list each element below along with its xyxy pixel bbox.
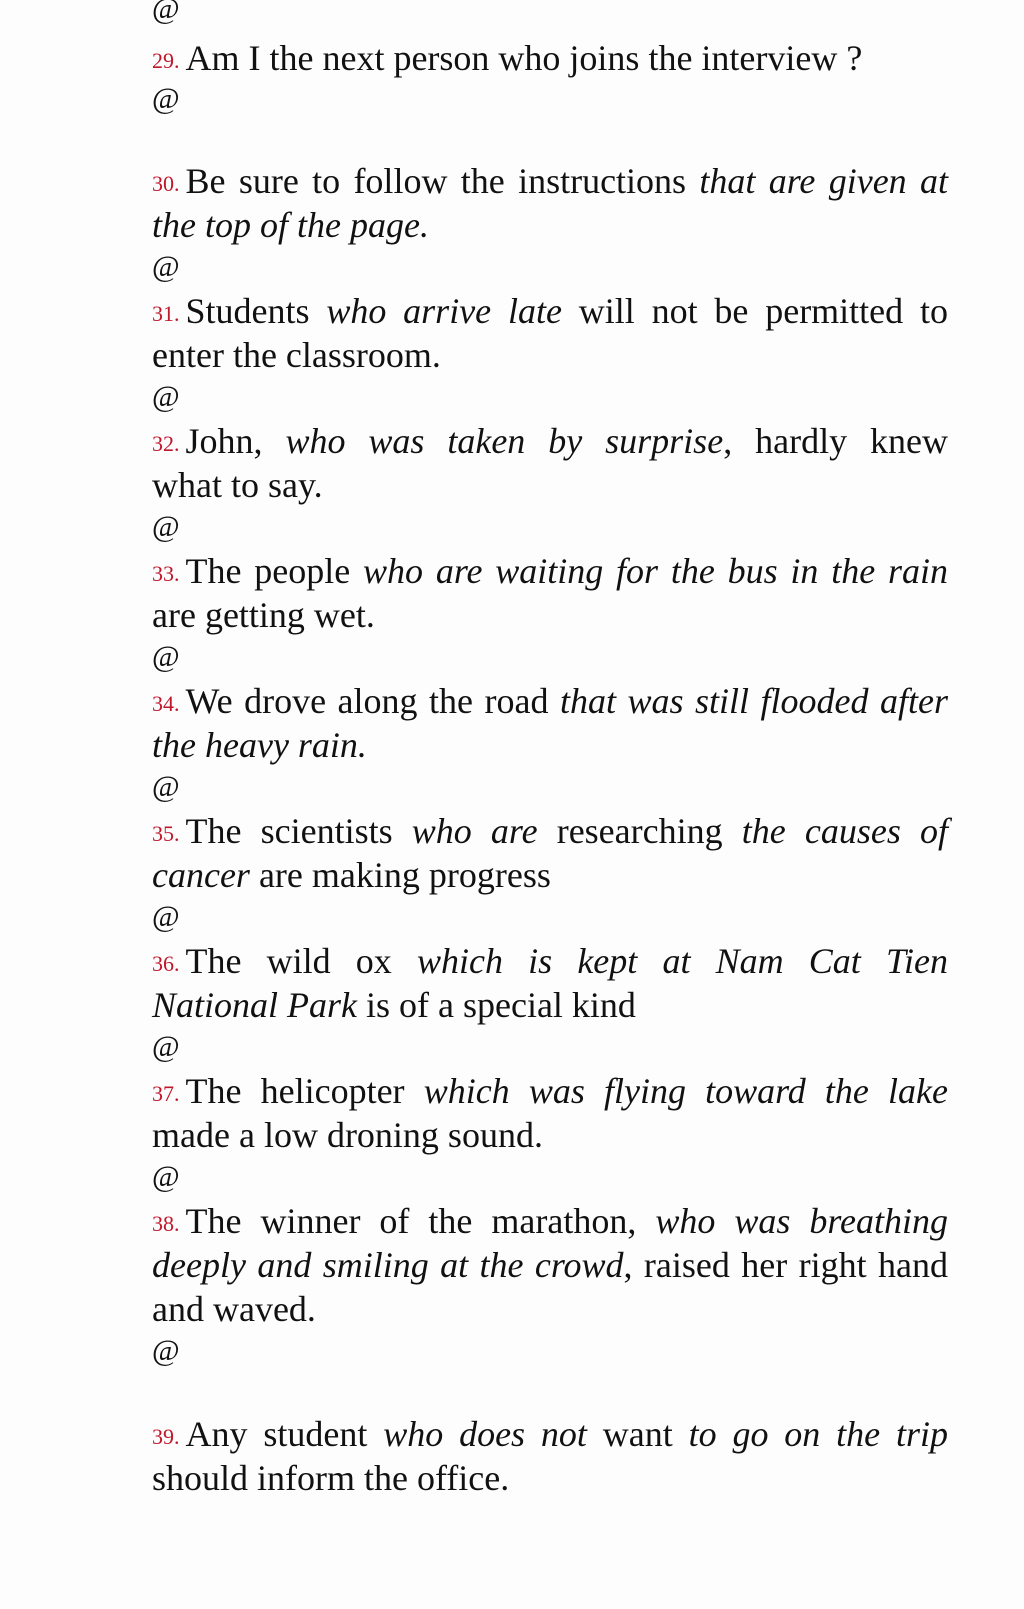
item-36-line-2: National Park is of a special kind xyxy=(152,985,636,1025)
item-number: 30. xyxy=(152,171,180,196)
item-34-line-2: the heavy rain. xyxy=(152,725,367,765)
item-33-line-1: 33. The people who are waiting for the bus in the rain xyxy=(152,551,948,591)
item-31-line-1: 31. Students who arrive late will not be permitted to xyxy=(152,291,948,331)
item-35-line-1: 35. The scientists who are researching the causes of xyxy=(152,811,948,851)
item-32-line-2: what to say. xyxy=(152,465,323,505)
item-number: 32. xyxy=(152,431,180,456)
item-number: 35. xyxy=(152,821,180,846)
answer-marker: @ xyxy=(152,1160,180,1193)
item-number: 29. xyxy=(152,48,180,73)
answer-marker: @ xyxy=(152,640,180,673)
item-38-line-3: and waved. xyxy=(152,1289,316,1329)
answer-marker: @ xyxy=(152,250,180,283)
item-number: 36. xyxy=(152,951,180,976)
item-36-line-1: 36. The wild ox which is kept at Nam Cat Tien xyxy=(152,941,948,981)
item-33-line-2: are getting wet. xyxy=(152,595,375,635)
item-39-line-2: should inform the office. xyxy=(152,1458,510,1498)
item-number: 37. xyxy=(152,1081,180,1106)
item-32-line-1: 32. John, who was taken by surprise, hardly knew xyxy=(152,421,948,461)
answer-marker: @ xyxy=(152,900,180,933)
item-number: 39. xyxy=(152,1424,180,1449)
item-37-line-2: made a low droning sound. xyxy=(152,1115,543,1155)
item-number: 38. xyxy=(152,1211,180,1236)
item-number: 34. xyxy=(152,691,180,716)
item-30-line-1: 30. Be sure to follow the instructions that are given at xyxy=(152,161,949,201)
answer-marker: @ xyxy=(152,380,180,413)
item-number: 33. xyxy=(152,561,180,586)
item-38-line-2: deeply and smiling at the crowd, raised her right hand xyxy=(152,1245,948,1285)
item-39-line-1: 39. Any student who does not want to go on the trip xyxy=(152,1414,948,1454)
item-35-line-2: cancer are making progress xyxy=(152,855,551,895)
answer-marker: @ xyxy=(152,82,180,115)
answer-marker: @ xyxy=(152,1334,180,1367)
item-34-line-1: 34. We drove along the road that was still flooded after xyxy=(152,681,948,721)
answer-marker: @ xyxy=(152,510,180,543)
item-38-line-1: 38. The winner of the marathon, who was breathing xyxy=(152,1201,948,1241)
item-29-line-1: 29. Am I the next person who joins the interview ? xyxy=(152,38,863,78)
answer-marker: @ xyxy=(152,1030,180,1063)
item-37-line-1: 37. The helicopter which was flying toward the lake xyxy=(152,1071,949,1111)
answer-marker: @ xyxy=(152,770,180,803)
item-number: 31. xyxy=(152,301,180,326)
item-30-line-2: the top of the page. xyxy=(152,205,429,245)
item-31-line-2: enter the classroom. xyxy=(152,335,441,375)
answer-marker: @ xyxy=(152,0,180,25)
